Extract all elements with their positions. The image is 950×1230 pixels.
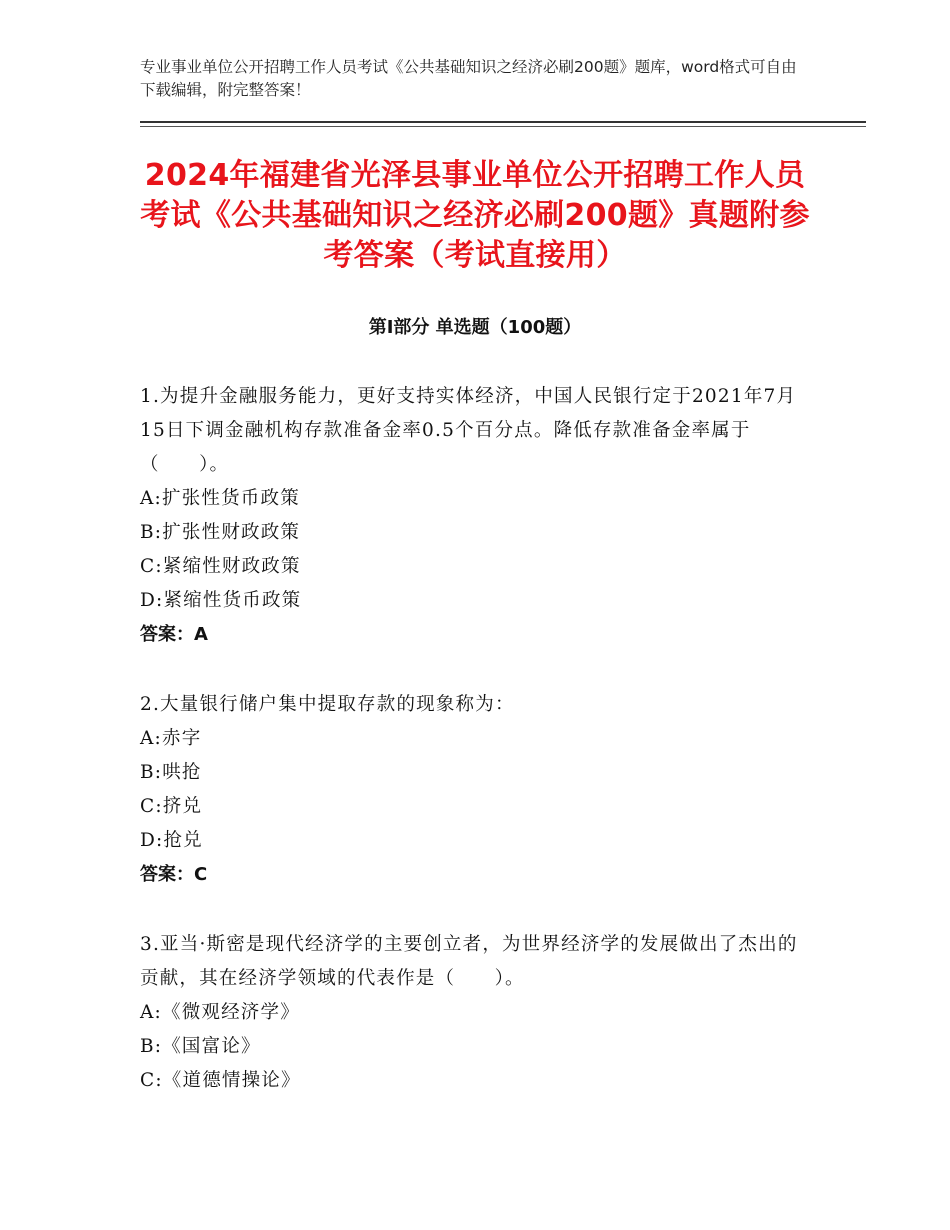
question-1 <box>140 380 810 652</box>
option-b: B:扩张性财政政策 <box>140 522 301 543</box>
question-stem: 3.亚当·斯密是现代经济学的主要创立者，为世界经济学的发展做出了杰出的贡献，其在经济学领域的代表作是（ ）。 <box>140 934 798 989</box>
option-c: C:《道德情操论》 <box>140 1070 301 1091</box>
answer: 答案：A <box>140 624 208 645</box>
option-a: A:《微观经济学》 <box>140 1002 300 1023</box>
question-stem: 2.大量银行储户集中提取存款的现象称为： <box>140 694 515 715</box>
option-d: D:紧缩性货币政策 <box>140 590 302 611</box>
question-3 <box>140 928 810 1098</box>
header-divider-thick <box>140 121 866 123</box>
option-c: C:挤兑 <box>140 796 203 817</box>
header-note: 专业事业单位公开招聘工作人员考试《公共基础知识之经济必刷200题》题库，word格式可自由下载编辑，附完整答案！ <box>140 58 797 99</box>
answer: 答案：C <box>140 864 208 885</box>
option-d: D:抢兑 <box>140 830 203 851</box>
option-a: A:赤字 <box>140 728 202 749</box>
option-a: A:扩张性货币政策 <box>140 488 300 509</box>
option-b: B:《国富论》 <box>140 1036 261 1057</box>
header-divider-thin <box>140 126 866 127</box>
option-b: B:哄抢 <box>140 762 202 783</box>
question-list <box>140 380 810 1134</box>
question-2 <box>140 688 810 892</box>
section-title: 第Ⅰ部分 单选题（100题） <box>368 317 582 338</box>
question-stem: 1.为提升金融服务能力，更好支持实体经济，中国人民银行定于2021年7月15日下调金融机构存款准备金率0.5个百分点。降低存款准备金率属于（ ）。 <box>140 386 797 475</box>
document-title: 2024年福建省光泽县事业单位公开招聘工作人员考试《公共基础知识之经济必刷200题》真题附参考答案（考试直接用） <box>140 158 810 273</box>
option-c: C:紧缩性财政政策 <box>140 556 301 577</box>
